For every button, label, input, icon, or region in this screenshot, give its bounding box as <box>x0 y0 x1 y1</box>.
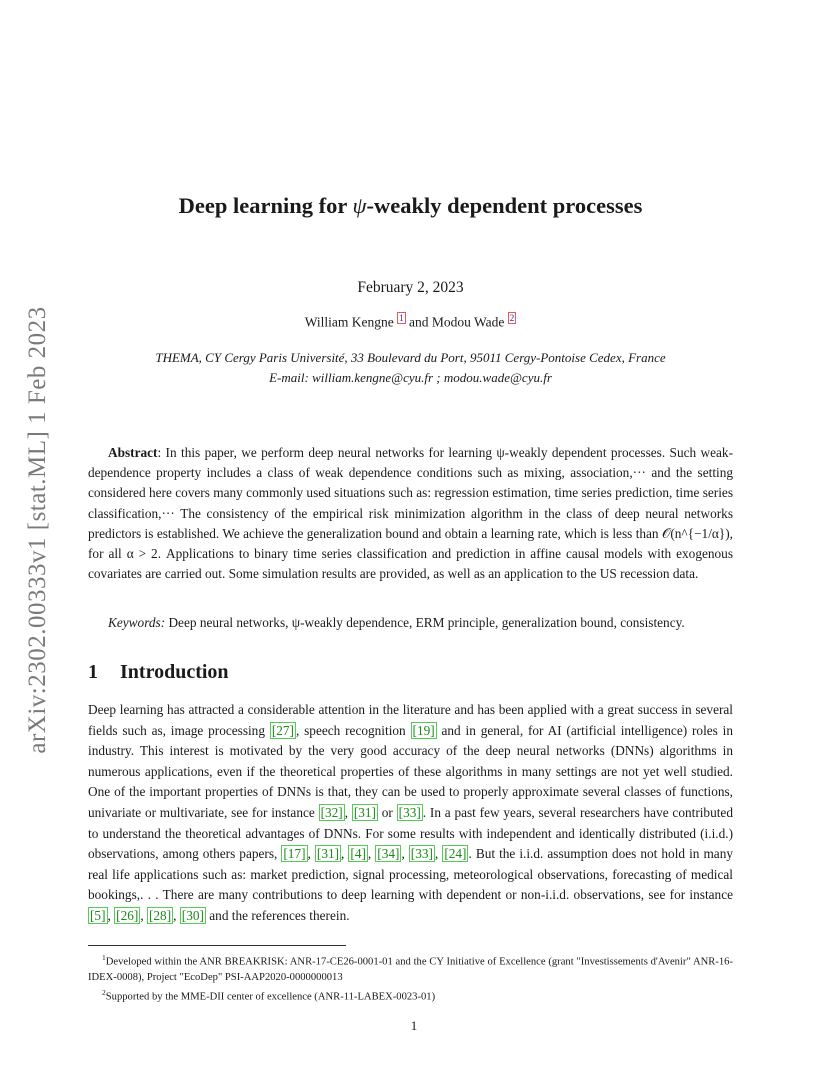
abstract-text: : In this paper, we perform deep neural networks for learning ψ-weakly dependent processes. Such weak-dependence property includes a class of weak dependence conditions such as mixing, association,··· and the setting considered here covers many commonly used situations such as: regression estimation, time series prediction, time series classification,··· The consistency of the empirical risk minimization algorithm in the class of deep neural networks predictors is established. We achieve the generalization bound and obtain a learning rate, which is less than 𝒪(n^{−1/α}), for all α > 2. Applications to binary time series classification and prediction in affine causal models with exogenous covariates are carried out. Some simulation results are provided, as well as an application to the US recession data. <box>88 445 733 582</box>
section-heading <box>88 661 229 684</box>
keywords-text: Deep neural networks, ψ-weakly dependence, ERM principle, generalization bound, consistency. <box>165 615 685 630</box>
affiliation-block <box>88 348 733 388</box>
body-text: , <box>173 907 180 923</box>
body-text: , <box>434 846 443 862</box>
footnote-mark: 1 <box>102 953 106 962</box>
body-text: and in general, for AI (artificial intelligence) roles in industry. This interest is motivated by the very good accuracy of the deep neural networks (DNNs) algorithms in numerous applications, even if the theoretical properties of these algorithms in many settings are not yet well studied. One of the important properties of DNNs is that, they can be used to properly approximate several classes of functions, univariate or multivariate, see for instance <box>88 722 734 820</box>
abstract-label: Abstract <box>108 445 158 460</box>
citation-link[interactable]: [31] <box>316 846 340 862</box>
affiliation-line: THEMA, CY Cergy Paris Université, 33 Boulevard du Port, 95011 Cergy-Pontoise Cedex, France <box>155 350 666 365</box>
footnote-link[interactable]: 2 <box>509 313 515 323</box>
footnote-2 <box>88 985 733 1005</box>
body-text: , <box>140 907 147 923</box>
introduction-paragraph <box>88 700 733 927</box>
author-name: Modou Wade <box>431 314 505 330</box>
body-text: , <box>107 907 115 923</box>
citation-link[interactable]: [31] <box>353 804 376 820</box>
citation-link[interactable]: [28] <box>148 907 172 923</box>
citation-link[interactable]: [30] <box>181 907 204 923</box>
body-text: , <box>344 804 352 820</box>
body-text: Deep learning has attracted a considerable attention in the literature and has been applied with a great success in several fields such as, image processing <box>88 702 733 738</box>
citation-link[interactable]: [19] <box>412 722 435 738</box>
keywords-label: Keywords: <box>108 615 166 630</box>
arxiv-identifier-stamp: arXiv:2302.00333v1 [stat.ML] 1 Feb 2023 <box>24 306 51 754</box>
body-text: , <box>307 846 315 862</box>
body-text: , speech recognition <box>295 722 411 738</box>
body-text: or <box>377 804 397 820</box>
paper-title <box>88 193 733 219</box>
title-text-after: -weakly dependent processes <box>366 193 643 218</box>
citation-link[interactable]: [32] <box>320 804 343 820</box>
title-text-before: Deep learning for <box>178 193 353 218</box>
body-text: . But the i.i.d. assumption does not hold in many real life applications such as: market prediction, signal processing, meteorological observations, forecasting of medical bookings,. . . There are many contributions to deep learning with dependent or non-i.i.d. observations, see for instance <box>88 846 733 903</box>
footnote-mark: 2 <box>102 987 106 997</box>
citation-link[interactable]: [33] <box>410 846 433 862</box>
footnote-divider <box>88 945 346 946</box>
body-text: , <box>341 846 349 862</box>
body-text: , <box>401 846 409 862</box>
footnotes-block <box>88 950 733 1004</box>
section-title: Introduction <box>120 661 229 683</box>
body-text: and the references therein. <box>205 907 350 923</box>
citation-link[interactable]: [17] <box>283 846 306 862</box>
citation-link[interactable]: [27] <box>271 722 294 738</box>
citation-link[interactable]: [5] <box>90 907 106 923</box>
section-number: 1 <box>88 661 98 683</box>
body-text: , <box>367 846 376 862</box>
footnote-text: Supported by the MME-DII center of excellence (ANR-11-LABEX-0023-01) <box>105 991 436 1003</box>
citation-link[interactable]: [24] <box>444 846 467 862</box>
citation-link[interactable]: [34] <box>377 846 400 862</box>
citation-link[interactable]: [33] <box>398 804 421 820</box>
page-number: 1 <box>410 1018 418 1033</box>
footnote-text: Developed within the ANR BREAKRISK: ANR-17-CE26-0001-01 and the CY Initiative of Excellence (grant "Investissements d'Avenir" ANR-16-IDEX-0008), Project "EcoDep" PSI-AAP2020-0000000013 <box>88 956 733 983</box>
body-text: . In a past few years, several researchers have contributed to understand the theoretical advantages of DNNs. For some results with independent and identically distributed (i.i.d.) observations, among others papers, <box>88 804 733 862</box>
author-list <box>88 313 733 331</box>
email-line: E-mail: william.kengne@cyu.fr ; modou.wade@cyu.fr <box>269 370 552 385</box>
keywords-paragraph <box>88 613 733 633</box>
footnote-link[interactable]: 1 <box>399 313 404 323</box>
author-connector: and <box>405 314 432 330</box>
footnote-1 <box>88 950 733 985</box>
citation-link[interactable]: [26] <box>116 907 139 923</box>
title-psi-symbol: ψ <box>352 193 367 218</box>
author-name: William Kengne <box>304 314 394 330</box>
citation-link[interactable]: [4] <box>350 846 366 862</box>
abstract-paragraph <box>88 443 733 584</box>
paper-date: February 2, 2023 <box>357 279 464 296</box>
